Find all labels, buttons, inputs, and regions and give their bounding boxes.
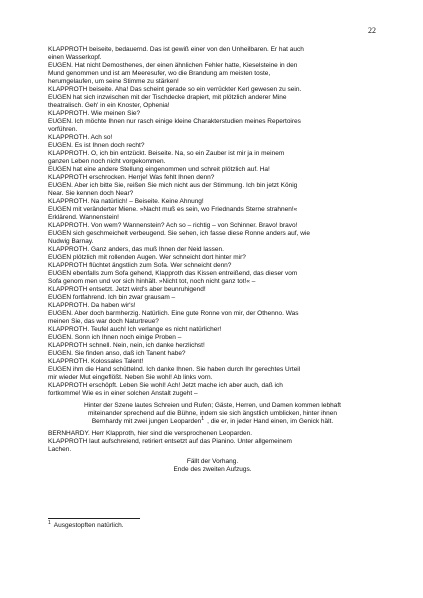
footnote-mark: 1 xyxy=(48,519,51,526)
stage-direction-line: Hinter der Szene lautes Schreien und Rufen; Gäste, Herren, und Damen kommen lebhaft xyxy=(84,402,341,409)
text-line: Near. Sie kennen doch Near? xyxy=(48,190,134,197)
stage-direction-text: , die er, in jeder Hand einen, im Genick hält. xyxy=(207,418,334,425)
text-line: Erklärend. Wannenstein! xyxy=(48,214,119,221)
text-line: EUGEN ihm die Hand schüttelnd. Ich danke Ihnen. Sie haben durch Ihr gerechtes Urteil xyxy=(48,366,301,373)
text-line: theatralisch. Geh' in ein Knoster, Ophenia! xyxy=(48,102,170,109)
text-line: EUGEN. Sie finden anso, daß ich Tanent habe? xyxy=(48,350,186,357)
text-line: EUGEN sich geschmeichelt verbeugend. Sie sehen, ich fasse diese Ronne anders auf, wie xyxy=(48,230,310,237)
text-line: vorführen. xyxy=(48,126,78,133)
text-line: KLAPPROTH beiseite. Aha! Das scheint gerade so ein verrückter Kerl gewesen zu sein. xyxy=(48,86,302,93)
text-line: KLAPPROTH flüchtet ängstlich zum Sofa. Wer schneicht denn? xyxy=(48,262,232,269)
text-line: KLAPPROTH. O, ich bin entzückt. Beiseite. Na, so ein Zauber ist mir ja in meinem xyxy=(48,150,285,157)
stage-direction-line: miteinander sprechend auf die Bühne, indem sie sich ängstlich umblicken, hinter ihnen xyxy=(88,410,337,417)
text-line: KLAPPROTH beiseite, bedauernd. Das ist gewiß einer von den Unheilbaren. Er hat auch xyxy=(48,46,304,53)
footnote xyxy=(48,519,124,530)
text-line: EUGEN plötzlich mit rollenden Augen. Wer schneicht dort hinter mir? xyxy=(48,254,246,261)
text-line: Nudwig Barnay. xyxy=(48,238,94,245)
text-line: KLAPPROTH. Wie meinen Sie? xyxy=(48,110,141,117)
text-line: Sofa genom men und vor sich hinhält. »Nicht tot, noch nicht ganz tot!« – xyxy=(48,278,256,285)
text-line: KLAPPROTH schnell. Nein, nein, ich danke herzlichst! xyxy=(48,342,205,349)
text-line: EUGEN fortfahrend. Ich bin zwar grausam – xyxy=(48,294,176,301)
text-line: KLAPPROTH erschöpft. Leben Sie wohl! Ach! Jetzt mache ich aber auch, daß ich xyxy=(48,382,283,389)
text-line: herumgelaufen, um seine Stimme zu stärken! xyxy=(48,78,179,85)
text-line: Lachen. xyxy=(48,446,72,453)
text-line: EUGEN. Sonn ich Ihnen noch einige Proben – xyxy=(48,334,182,341)
stage-direction-line xyxy=(48,415,377,426)
text-line: KLAPPROTH. Da haben wir's! xyxy=(48,302,136,309)
page-number: 22 xyxy=(368,26,376,35)
text-line: KLAPPROTH. Teufel auch! Ich verlange es nicht natürlicher! xyxy=(48,326,222,333)
footnote-divider xyxy=(48,518,140,519)
text-line: KLAPPROTH. Na natürlich! – Beiseite. Keine Ahnung! xyxy=(48,198,204,205)
footnote-reference[interactable]: 1 xyxy=(201,415,205,422)
text-line: EUGEN. Es ist Ihnen doch recht? xyxy=(48,142,145,149)
text-line: meinen Sie, das war doch Naturtreue? xyxy=(48,318,159,325)
text-line: EUGEN. Aber doch barmherzig. Natürlich. Eine gute Ronne von mir, der Othenno. Was xyxy=(48,310,299,317)
text-line: KLAPPROTH entsetzt. Jetzt wird's aber beunruhigend! xyxy=(48,286,206,293)
footnote-text: Ausgestopften natürlich. xyxy=(53,522,124,529)
text-line: fortkomme! Wie es in einer solchen Anstalt zugeht – xyxy=(48,390,198,397)
text-line: Mund genommen und ist am Meeresufer, wo die Brandung am meisten toste, xyxy=(48,70,271,77)
text-line: EUGEN hat sich inzwischen mit der Tischdecke drapiert, mit plötzlich anderer Mine xyxy=(48,94,287,101)
text-line: mir wieder Mut eingeflößt. Neben Sie wohl! Ab links vorn. xyxy=(48,374,213,381)
text-line: EUGEN. Aber ich bitte Sie, reißen Sie mich nicht aus der Stimmung. Ich bin jetzt König xyxy=(48,182,298,189)
text-line: EUGEN. Ich möchte Ihnen nur rasch einige kleine Charakterstudien meines Repertoires xyxy=(48,118,301,125)
text-line: KLAPPROTH. Ach so! xyxy=(48,134,113,141)
act-end-line: Ende des zweiten Aufzugs. xyxy=(173,466,252,473)
text-line: KLAPPROTH erschrocken. Herrje! Was fehlt Ihnen denn? xyxy=(48,174,215,181)
text-line: EUGEN hat eine andere Stellung eingenommen und schreit plötzlich auf. Ha! xyxy=(48,166,270,173)
text-line: EUGEN mit veränderter Miene. »Nacht muß es sein, wo Friednands Sterne strahnen!« xyxy=(48,206,298,213)
text-line: ganzen Leben noch nicht vorgekommen. xyxy=(48,158,166,165)
text-line: KLAPPROTH. Kolossales Talent! xyxy=(48,358,144,365)
dialogue-text xyxy=(48,46,377,474)
curtain-direction: Fällt der Vorhang. xyxy=(186,458,239,465)
text-line: EUGEN. Hat nicht Demosthenes, der einen ähnlichen Fehler hatte, Kieselsteine in den xyxy=(48,62,298,69)
text-line: KLAPPROTH. Von wem? Wannenstein? Ach so – richtig – von Schinner. Bravo! bravo! xyxy=(48,222,298,229)
text-line: KLAPPROTH laut aufschreiend, retiriert entsetzt auf das Pianino. Unter allgemeinem xyxy=(48,438,292,445)
stage-direction-text: Bernhardy mit zwei jungen Leoparden xyxy=(91,418,202,425)
text-line: BERNHARDY. Herr Klapproth, hier sind die versprochenen Leoparden. xyxy=(48,430,253,437)
text-line: KLAPPROTH. Ganz anders, das muß Ihnen der Neid lassen. xyxy=(48,246,224,253)
text-line: einen Wasserkopf. xyxy=(48,54,102,61)
text-line: EUGEN ebenfalls zum Sofa gehend, Klapproth das Kissen entreißend, das dieser vom xyxy=(48,270,298,277)
